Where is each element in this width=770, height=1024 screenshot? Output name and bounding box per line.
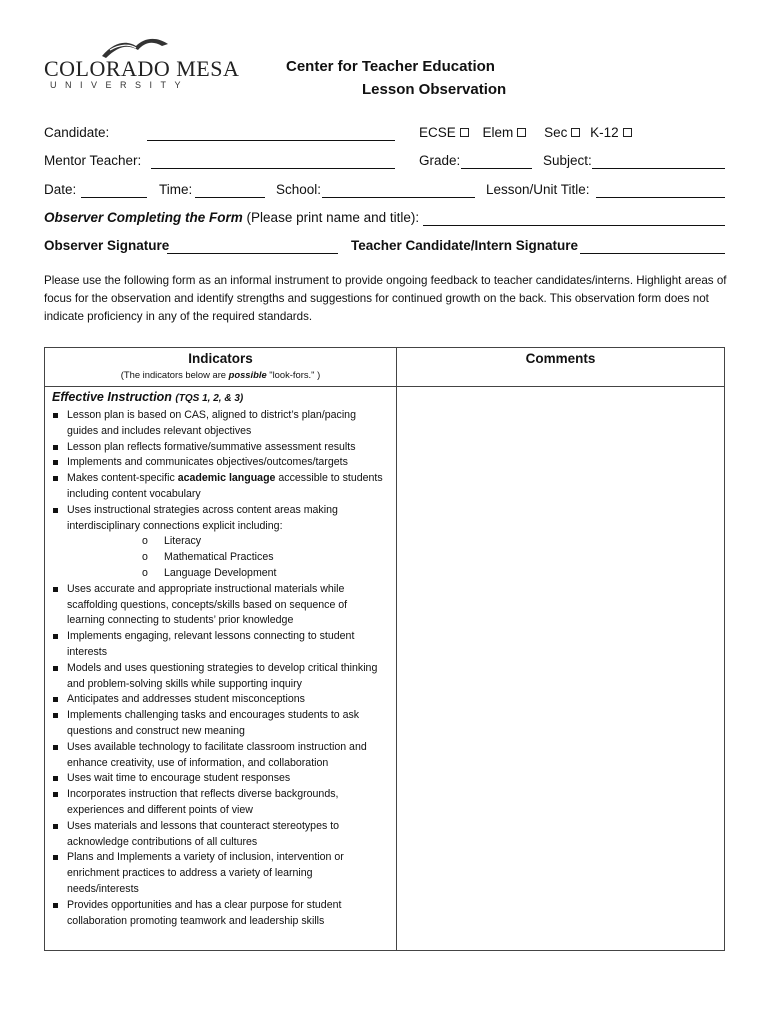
list-item: Provides opportunities and has a clear purpose for student collaboration promoting teamwork and leadership skills: [45, 898, 396, 930]
sub-list: [67, 534, 384, 581]
bullet-icon: [53, 634, 58, 639]
list-item: Implements engaging, relevant lessons connecting to student interests: [45, 629, 396, 661]
list-item: Makes content-specific academic language accessible to students including content vocabulary: [45, 471, 396, 503]
level-options: [419, 125, 632, 140]
candidate-signature-label: Teacher Candidate/Intern Signature: [351, 238, 579, 253]
candidate-input-line[interactable]: [147, 140, 395, 141]
bullet-icon: [53, 824, 58, 829]
level-elem-label: Elem: [482, 125, 514, 140]
bullet-icon: [53, 792, 58, 797]
observer-signature-line[interactable]: [167, 253, 338, 254]
observer-label: [44, 210, 419, 225]
sub-list-item: o Language Development: [142, 566, 277, 579]
list-item: Lesson plan reflects formative/summative assessment results: [45, 440, 396, 456]
school-input-line[interactable]: [322, 197, 475, 198]
list-item: Incorporates instruction that reflects diverse backgrounds, experiences and different points of view: [45, 787, 396, 819]
candidate-signature-line[interactable]: [580, 253, 725, 254]
list-item: Models and uses questioning strategies to develop critical thinking and problem-solving skills while supporting inquiry: [45, 661, 396, 693]
school-label: School:: [276, 182, 322, 197]
bullet-icon: [53, 903, 58, 908]
sec-checkbox[interactable]: [571, 128, 580, 137]
grade-label: Grade:: [419, 153, 461, 168]
indicator-list: [45, 408, 396, 937]
ecse-checkbox[interactable]: [460, 128, 469, 137]
bullet-icon: [53, 476, 58, 481]
k12-checkbox[interactable]: [623, 128, 632, 137]
observer-label-rest: (Please print name and title):: [242, 210, 420, 225]
sub-list-item: o Literacy: [142, 535, 202, 548]
date-label: Date:: [44, 182, 77, 197]
list-item: Anticipates and addresses student misconceptions: [45, 692, 396, 708]
bullet-icon: [53, 508, 58, 513]
subject-label: Subject:: [543, 153, 592, 168]
bullet-icon: [53, 776, 58, 781]
indicators-subtitle: (The indicators below are possible "look-fors." ): [120, 369, 321, 380]
comments-title: Comments: [525, 351, 596, 366]
page-subtitle: Lesson Observation: [362, 81, 507, 98]
indicators-header: [45, 348, 397, 387]
bullet-icon: [53, 697, 58, 702]
list-item: Uses instructional strategies across content areas making interdisciplinary connections explicit including: o Literacy o Mathematical Practices o Language Development: [45, 503, 396, 582]
page-title: Center for Teacher Education: [286, 58, 495, 75]
observer-input-line[interactable]: [423, 225, 725, 226]
list-item: Uses accurate and appropriate instructional materials while scaffolding questions, concepts/skills based on sequence of learning connecting to students’ prior knowledge: [45, 582, 396, 629]
subject-input-line[interactable]: [592, 168, 725, 169]
observation-table: [44, 347, 725, 951]
lesson-title-label: Lesson/Unit Title:: [486, 182, 590, 197]
section-title: Effective Instruction (TQS 1, 2, & 3): [52, 390, 244, 404]
list-item: Implements challenging tasks and encourages students to ask questions and construct new meaning: [45, 708, 396, 740]
bullet-icon: [53, 713, 58, 718]
time-label: Time:: [159, 182, 193, 197]
mentor-label: Mentor Teacher:: [44, 153, 142, 168]
list-item: Plans and Implements a variety of inclusion, intervention or enrichment practices to address a variety of learning needs/interests: [45, 850, 396, 897]
level-sec-label: Sec: [544, 125, 568, 140]
list-item: Lesson plan is based on CAS, aligned to district’s plan/pacing guides and includes relevant objectives: [45, 408, 396, 440]
bullet-icon: [53, 745, 58, 750]
logo-subtitle: UNIVERSITY: [50, 80, 190, 90]
level-k12-label: K-12: [590, 125, 619, 140]
lesson-title-input-line[interactable]: [596, 197, 725, 198]
level-ecse-label: ECSE: [419, 125, 456, 140]
indicators-cell: [45, 387, 397, 951]
sub-list-item: o Mathematical Practices: [142, 551, 274, 564]
bullet-icon: [53, 460, 58, 465]
intro-paragraph: Please use the following form as an informal instrument to provide ongoing feedback to teacher candidates/interns. Highlight areas of focus for the observation and identify strengths and suggestions for continued growth on the back. This observation form does not indicate proficiency in any of the required standards.: [44, 274, 727, 323]
list-item: Uses wait time to encourage student responses: [45, 771, 396, 787]
list-item: Uses materials and lessons that counteract stereotypes to acknowledge contributions of all cultures: [45, 819, 396, 851]
bullet-icon: [53, 666, 58, 671]
bullet-icon: [53, 855, 58, 860]
indicators-title: Indicators: [188, 351, 253, 366]
comments-cell[interactable]: [397, 387, 725, 951]
elem-checkbox[interactable]: [517, 128, 526, 137]
bullet-icon: [53, 413, 58, 418]
grade-input-line[interactable]: [461, 168, 532, 169]
logo-name: COLORADO MESA: [44, 56, 240, 81]
list-item: Implements and communicates objectives/outcomes/targets: [45, 455, 396, 471]
candidate-label: Candidate:: [44, 125, 110, 140]
date-input-line[interactable]: [81, 197, 147, 198]
time-input-line[interactable]: [195, 197, 265, 198]
university-logo: [44, 34, 240, 94]
comments-header: [397, 348, 725, 387]
section-tqs: (TQS 1, 2, & 3): [175, 393, 244, 404]
observer-label-bold: Observer Completing the Form: [44, 210, 243, 225]
mentor-input-line[interactable]: [151, 168, 395, 169]
observer-signature-label: Observer Signature: [44, 238, 170, 253]
bullet-icon: [53, 587, 58, 592]
list-item: Uses available technology to facilitate classroom instruction and enhance creativity, use of information, and collaboration: [45, 740, 396, 772]
bullet-icon: [53, 445, 58, 450]
